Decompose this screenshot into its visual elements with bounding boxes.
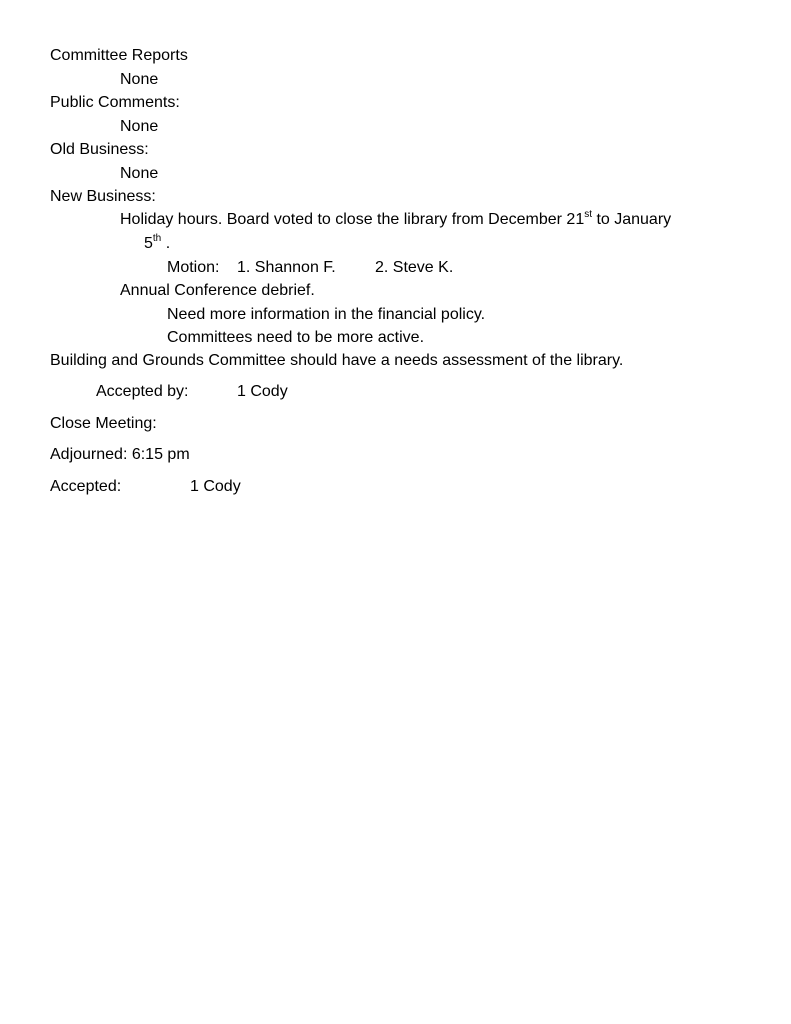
holiday-hours-continued: [144, 234, 170, 256]
motion-first: 1. Shannon F.: [237, 259, 336, 276]
committee-reports-item: None: [120, 71, 159, 88]
conference-note: Need more information in the financial policy.: [167, 306, 486, 323]
accepted-by-line: [96, 382, 288, 402]
committee-reports-heading: Committee Reports: [50, 47, 188, 64]
accepted-by-label: Accepted by:: [96, 383, 189, 400]
accepted-label: Accepted:: [50, 478, 122, 495]
conference-title: Annual Conference debrief.: [120, 282, 315, 299]
building-grounds-note: Building and Grounds Committee should have a needs assessment of the library.: [50, 352, 624, 369]
public-comments-item: None: [120, 118, 159, 135]
holiday-cont-number: 5: [144, 235, 153, 252]
motion-label: Motion:: [167, 259, 220, 276]
old-business-item: None: [120, 165, 159, 182]
accepted-value: 1 Cody: [190, 478, 241, 495]
holiday-sup-th: th: [152, 233, 162, 244]
motion-line: [167, 258, 453, 278]
old-business-heading: Old Business:: [50, 141, 149, 158]
holiday-hours-text: Holiday hours. Board voted to close the library from December 21: [120, 211, 585, 228]
holiday-hours-text-2: to January: [592, 211, 672, 228]
accepted-by-value: 1 Cody: [237, 383, 288, 400]
conference-note: Committees need to be more active.: [167, 329, 425, 346]
close-meeting-label: Close Meeting:: [50, 415, 157, 432]
public-comments-heading: Public Comments:: [50, 94, 180, 111]
adjourned-line: Adjourned: 6:15 pm: [50, 446, 190, 463]
holiday-hours-line: [120, 210, 671, 232]
holiday-cont-tail: .: [161, 235, 171, 252]
accepted-line: [50, 477, 241, 497]
motion-second: 2. Steve K.: [375, 259, 454, 276]
new-business-heading: New Business:: [50, 188, 156, 205]
holiday-sup-st: st: [584, 209, 592, 220]
